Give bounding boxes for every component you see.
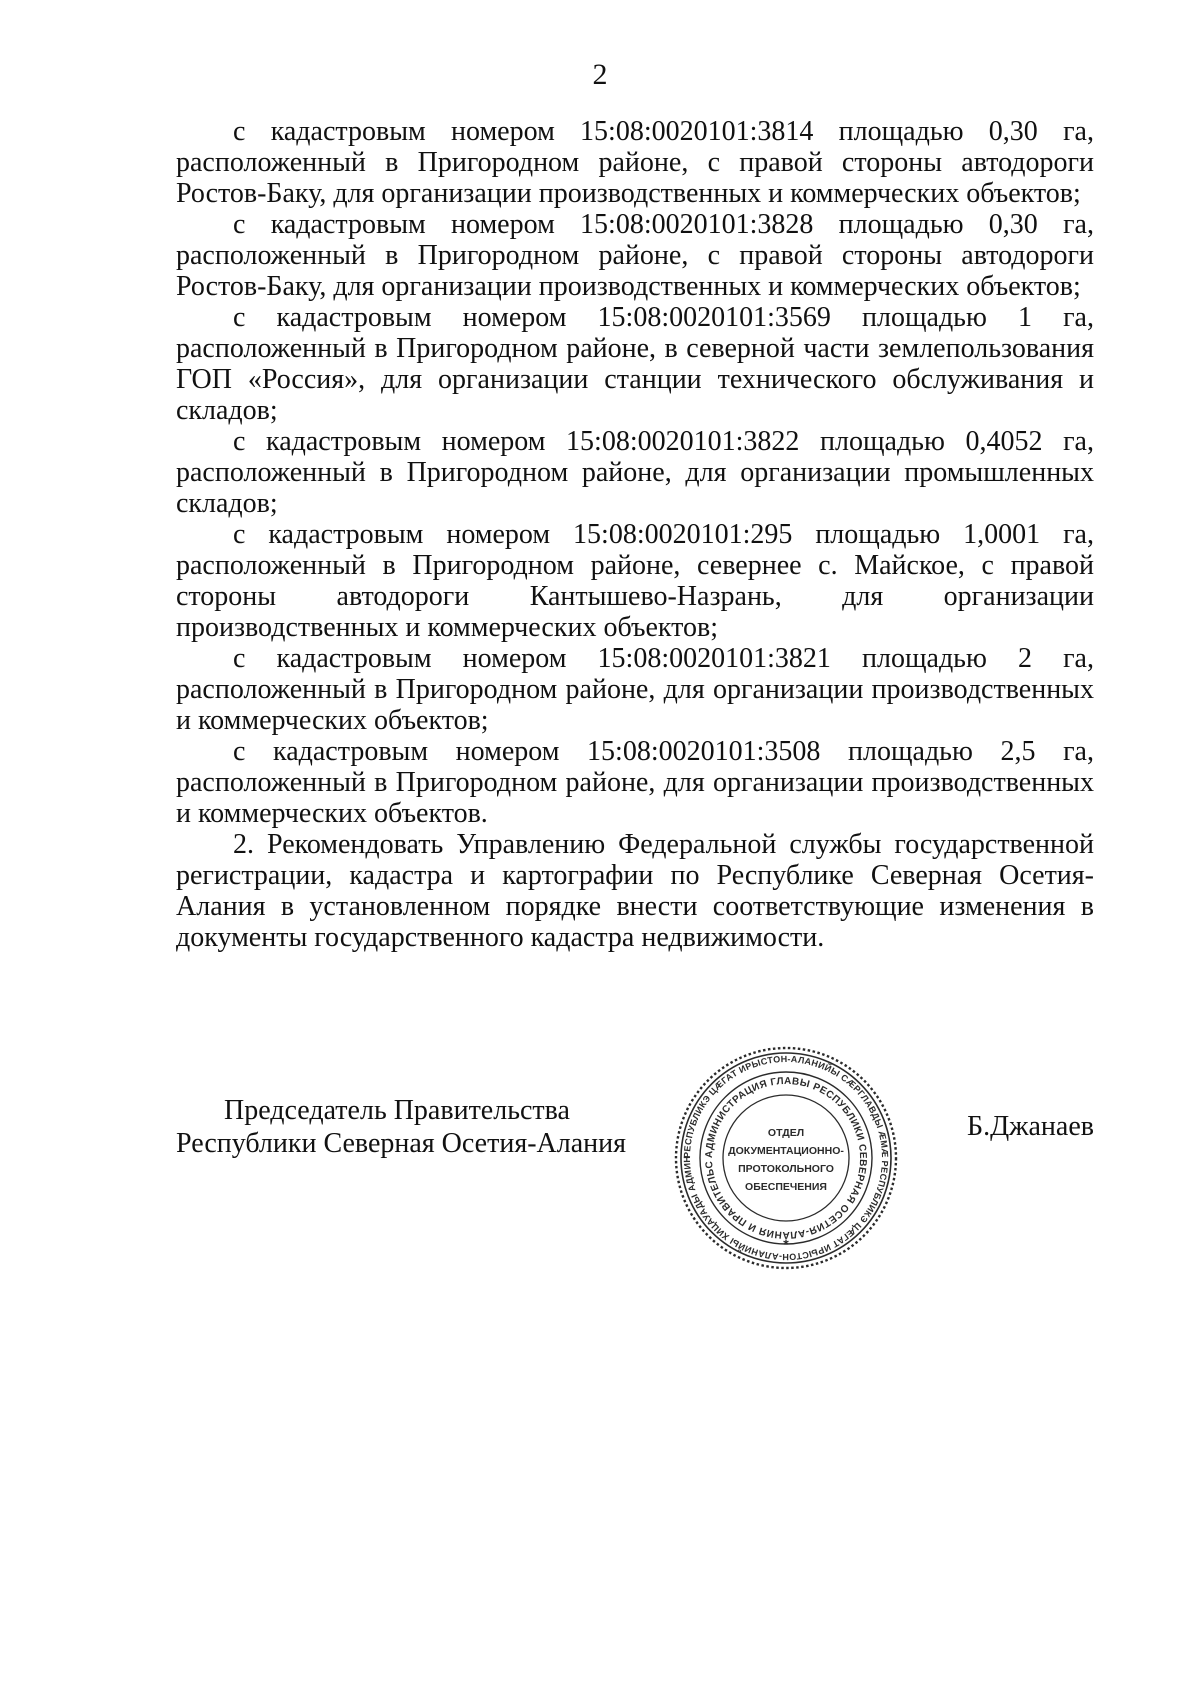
paragraph-plot-3508: с кадастровым номером 15:08:0020101:3508 площадью 2,5 га, расположенный в Пригородном районе, для организации производственных и коммерческих объектов.	[176, 736, 1094, 829]
paragraph-plot-3828: с кадастровым номером 15:08:0020101:3828 площадью 0,30 га, расположенный в Пригородном районе, с правой стороны автодороги Ростов-Баку, для организации производственных и коммерческих объектов;	[176, 209, 1094, 302]
page-number: 2	[592, 58, 608, 91]
paragraph-recommendation: 2. Рекомендовать Управлению Федеральной службы государственной регистрации, кадастра и картографии по Республике Северная Осетия-Алания в установленном порядке внести соответствующие изменения в документы государственного кадастра недвижимости.	[176, 829, 1094, 953]
paragraph-plot-3822: с кадастровым номером 15:08:0020101:3822 площадью 0,4052 га, расположенный в Пригородном районе, для организации промышленных складов;	[176, 426, 1094, 519]
stamp-outer-ring-text: РЕСПУБЛИКЭ ЦÆГАТ ИРЫСТОН-АЛАНИЙЫ СÆРГЛАВДЫ ÆМÆ РЕСПУБЛИКЭ ЦÆГАТ ИРЫСТОН-АЛАНИЙЫ ХИЦАУАДЫ АДМИН	[681, 1053, 891, 1263]
stamp-center-line-3: ПРОТОКОЛЬНОГО	[738, 1163, 834, 1175]
official-stamp	[672, 1044, 900, 1272]
document-body	[176, 116, 1094, 953]
signer-title-line2: Республики Северная Осетия-Алания	[176, 1128, 626, 1159]
signer-title-line1: Председатель Правительства	[224, 1095, 570, 1126]
stamp-center-line-4: ОБЕСПЕЧЕНИЯ	[745, 1181, 827, 1193]
paragraph-plot-3821: с кадастровым номером 15:08:0020101:3821 площадью 2 га, расположенный в Пригородном районе, для организации производственных и коммерческих объектов;	[176, 643, 1094, 736]
stamp-middle-ring-text: АДМИНИСТРАЦИЯ ГЛАВЫ РЕСПУБЛИКИ СЕВЕРНАЯ ОСЕТИЯ-АЛАНИЯ И ПРАВИТЕЛЬС	[703, 1075, 869, 1241]
stamp-center-line-1: ОТДЕЛ	[767, 1127, 805, 1139]
paragraph-plot-3814: с кадастровым номером 15:08:0020101:3814 площадью 0,30 га, расположенный в Пригородном районе, с правой стороны автодороги Ростов-Баку, для организации производственных и коммерческих объектов;	[176, 116, 1094, 209]
stamp-center-line-2: ДОКУМЕНТАЦИОННО-	[728, 1145, 844, 1157]
signer-title	[176, 1094, 646, 1160]
stamp-seal-graphic	[672, 1044, 900, 1272]
paragraph-plot-3569: с кадастровым номером 15:08:0020101:3569 площадью 1 га, расположенный в Пригородном районе, в северной части землепользования ГОП «Россия», для организации станции технического обслуживания и складов;	[176, 302, 1094, 426]
signer-name: Б.Джанаев	[966, 1111, 1094, 1142]
signature-block	[176, 1094, 1094, 1159]
paragraph-plot-295: с кадастровым номером 15:08:0020101:295 площадью 1,0001 га, расположенный в Пригородном районе, севернее с. Майское, с правой стороны автодороги Кантышево-Назрань, для организации производственных и коммерческих объектов;	[176, 519, 1094, 643]
stamp-star: *	[783, 1236, 789, 1252]
